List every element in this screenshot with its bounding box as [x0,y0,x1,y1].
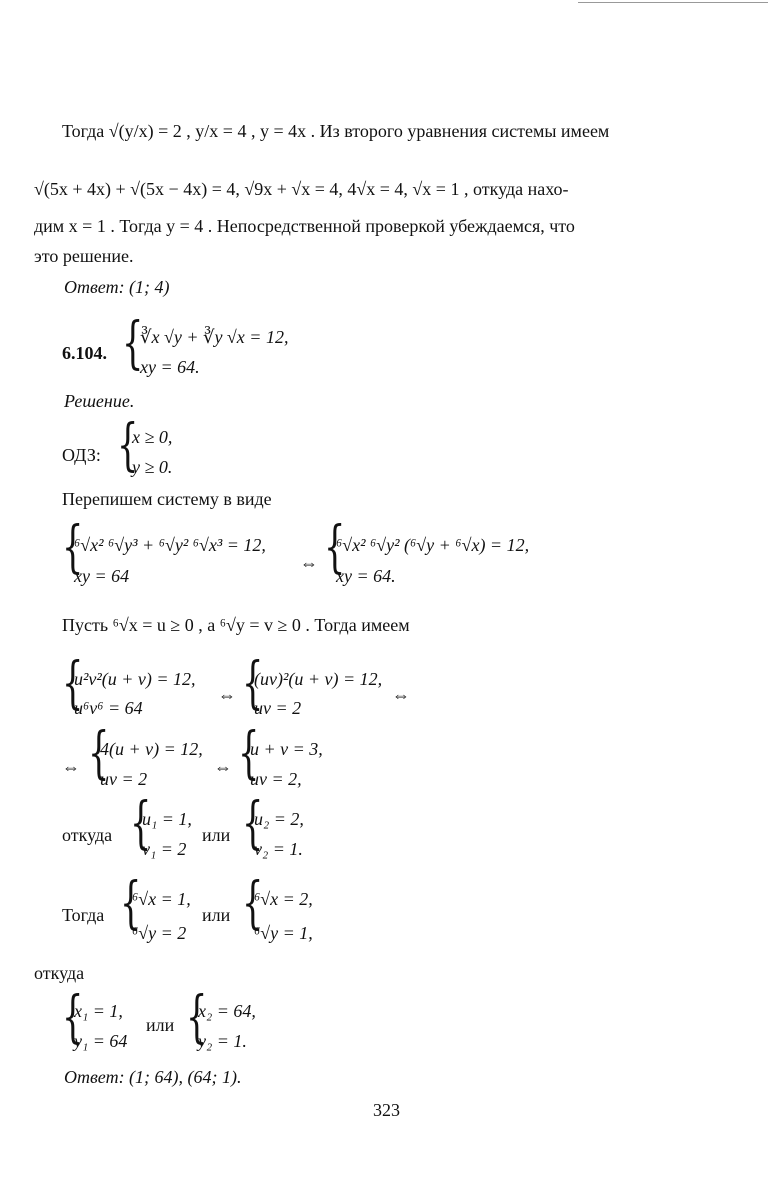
v2: v₂ = 1. [254,839,303,859]
rewrite-b-2: xy = 64. [336,566,396,586]
odz-1: x ≥ 0, [132,427,173,447]
problem-number: 6.104. [62,343,107,363]
s1-eq-2: u⁶v⁶ = 64 [74,698,143,718]
ili-3: или [146,1015,175,1035]
s3-eq-1: 4(u + v) = 12, [100,739,203,759]
otkuda-1: откуда [62,825,113,845]
y2: y₂ = 1. [198,1031,247,1051]
brace-problem: { [122,311,144,376]
t2-eq-2: ⁶√y = 1, [254,923,313,943]
s2-eq-2: uv = 2 [254,698,302,718]
togda: Тогда [62,905,105,925]
u1: u₁ = 1, [142,809,192,829]
ili-1: или [202,825,231,845]
answer-1: Ответ: (1; 4) [64,277,170,297]
rewrite-a-2: xy = 64 [74,566,130,586]
problem-eq-1: ∛x √y + ∛y √x = 12, [140,327,289,347]
s4-eq-2: uv = 2, [250,769,302,789]
brace-xy1: { [62,985,84,1050]
u2: u₂ = 2, [254,809,304,829]
iff-5: ⇔ [214,757,232,777]
s2-eq-1: (uv)²(u + v) = 12, [254,669,383,689]
brace-s1: { [62,651,84,716]
text-line-2: √(5x + 4x) + √(5x − 4x) = 4, √9x + √x = 4, 4√x = 4, √x = 1 , откуда нахо- [34,179,569,199]
otkuda-2: откуда [34,963,85,983]
odz-label: ОДЗ: [62,445,101,465]
brace-odz: { [117,413,139,478]
rewrite-text: Перепишем систему в виде [62,489,272,509]
brace-xy2: { [186,985,208,1050]
text-line-4: это решение. [34,246,134,266]
problem-eq-2: xy = 64. [140,357,200,377]
brace-s4: { [238,721,260,786]
iff-2: ⇔ [218,685,236,705]
odz-2: y ≥ 0. [132,457,173,477]
brace-uv2: { [242,791,264,856]
t1-eq-2: ⁶√y = 2 [132,923,187,943]
iff-4: ⇔ [62,757,80,777]
solution-heading: Решение. [64,391,135,411]
brace-uv1: { [130,791,152,856]
ili-2: или [202,905,231,925]
rewrite-b-1: ⁶√x² ⁶√y² (⁶√y + ⁶√x) = 12, [336,535,530,555]
y1: y₁ = 64 [74,1031,128,1051]
s4-eq-1: u + v = 3, [250,739,323,759]
v1: v₁ = 2 [142,839,187,859]
brace-rewrite-a: { [62,515,84,580]
brace-t1: { [120,871,142,936]
t1-eq-1: ⁶√x = 1, [132,889,191,909]
iff-3: ⇔ [392,685,410,705]
s3-eq-2: uv = 2 [100,769,148,789]
brace-rewrite-b: { [324,515,346,580]
iff-1: ⇔ [300,553,318,573]
t2-eq-1: ⁶√x = 2, [254,889,313,909]
brace-s2: { [242,651,264,716]
x1: x₁ = 1, [74,1001,123,1021]
text-line-3: дим x = 1 . Тогда y = 4 . Непосредственной проверкой убеждаемся, что [34,216,575,236]
x2: x₂ = 64, [198,1001,256,1021]
page-number: 323 [373,1100,400,1120]
brace-t2: { [242,871,264,936]
text-line-1: Тогда √(y/x) = 2 , y/x = 4 , y = 4x . Из второго уравнения системы имеем [62,121,610,141]
brace-s3: { [88,721,110,786]
s1-eq-1: u²v²(u + v) = 12, [74,669,196,689]
substitution-text: Пусть ⁶√x = u ≥ 0 , а ⁶√y = v ≥ 0 . Тогда имеем [62,615,410,635]
answer-2: Ответ: (1; 64), (64; 1). [64,1067,242,1087]
top-rule [578,2,768,3]
rewrite-a-1: ⁶√x² ⁶√y³ + ⁶√y² ⁶√x³ = 12, [74,535,266,555]
